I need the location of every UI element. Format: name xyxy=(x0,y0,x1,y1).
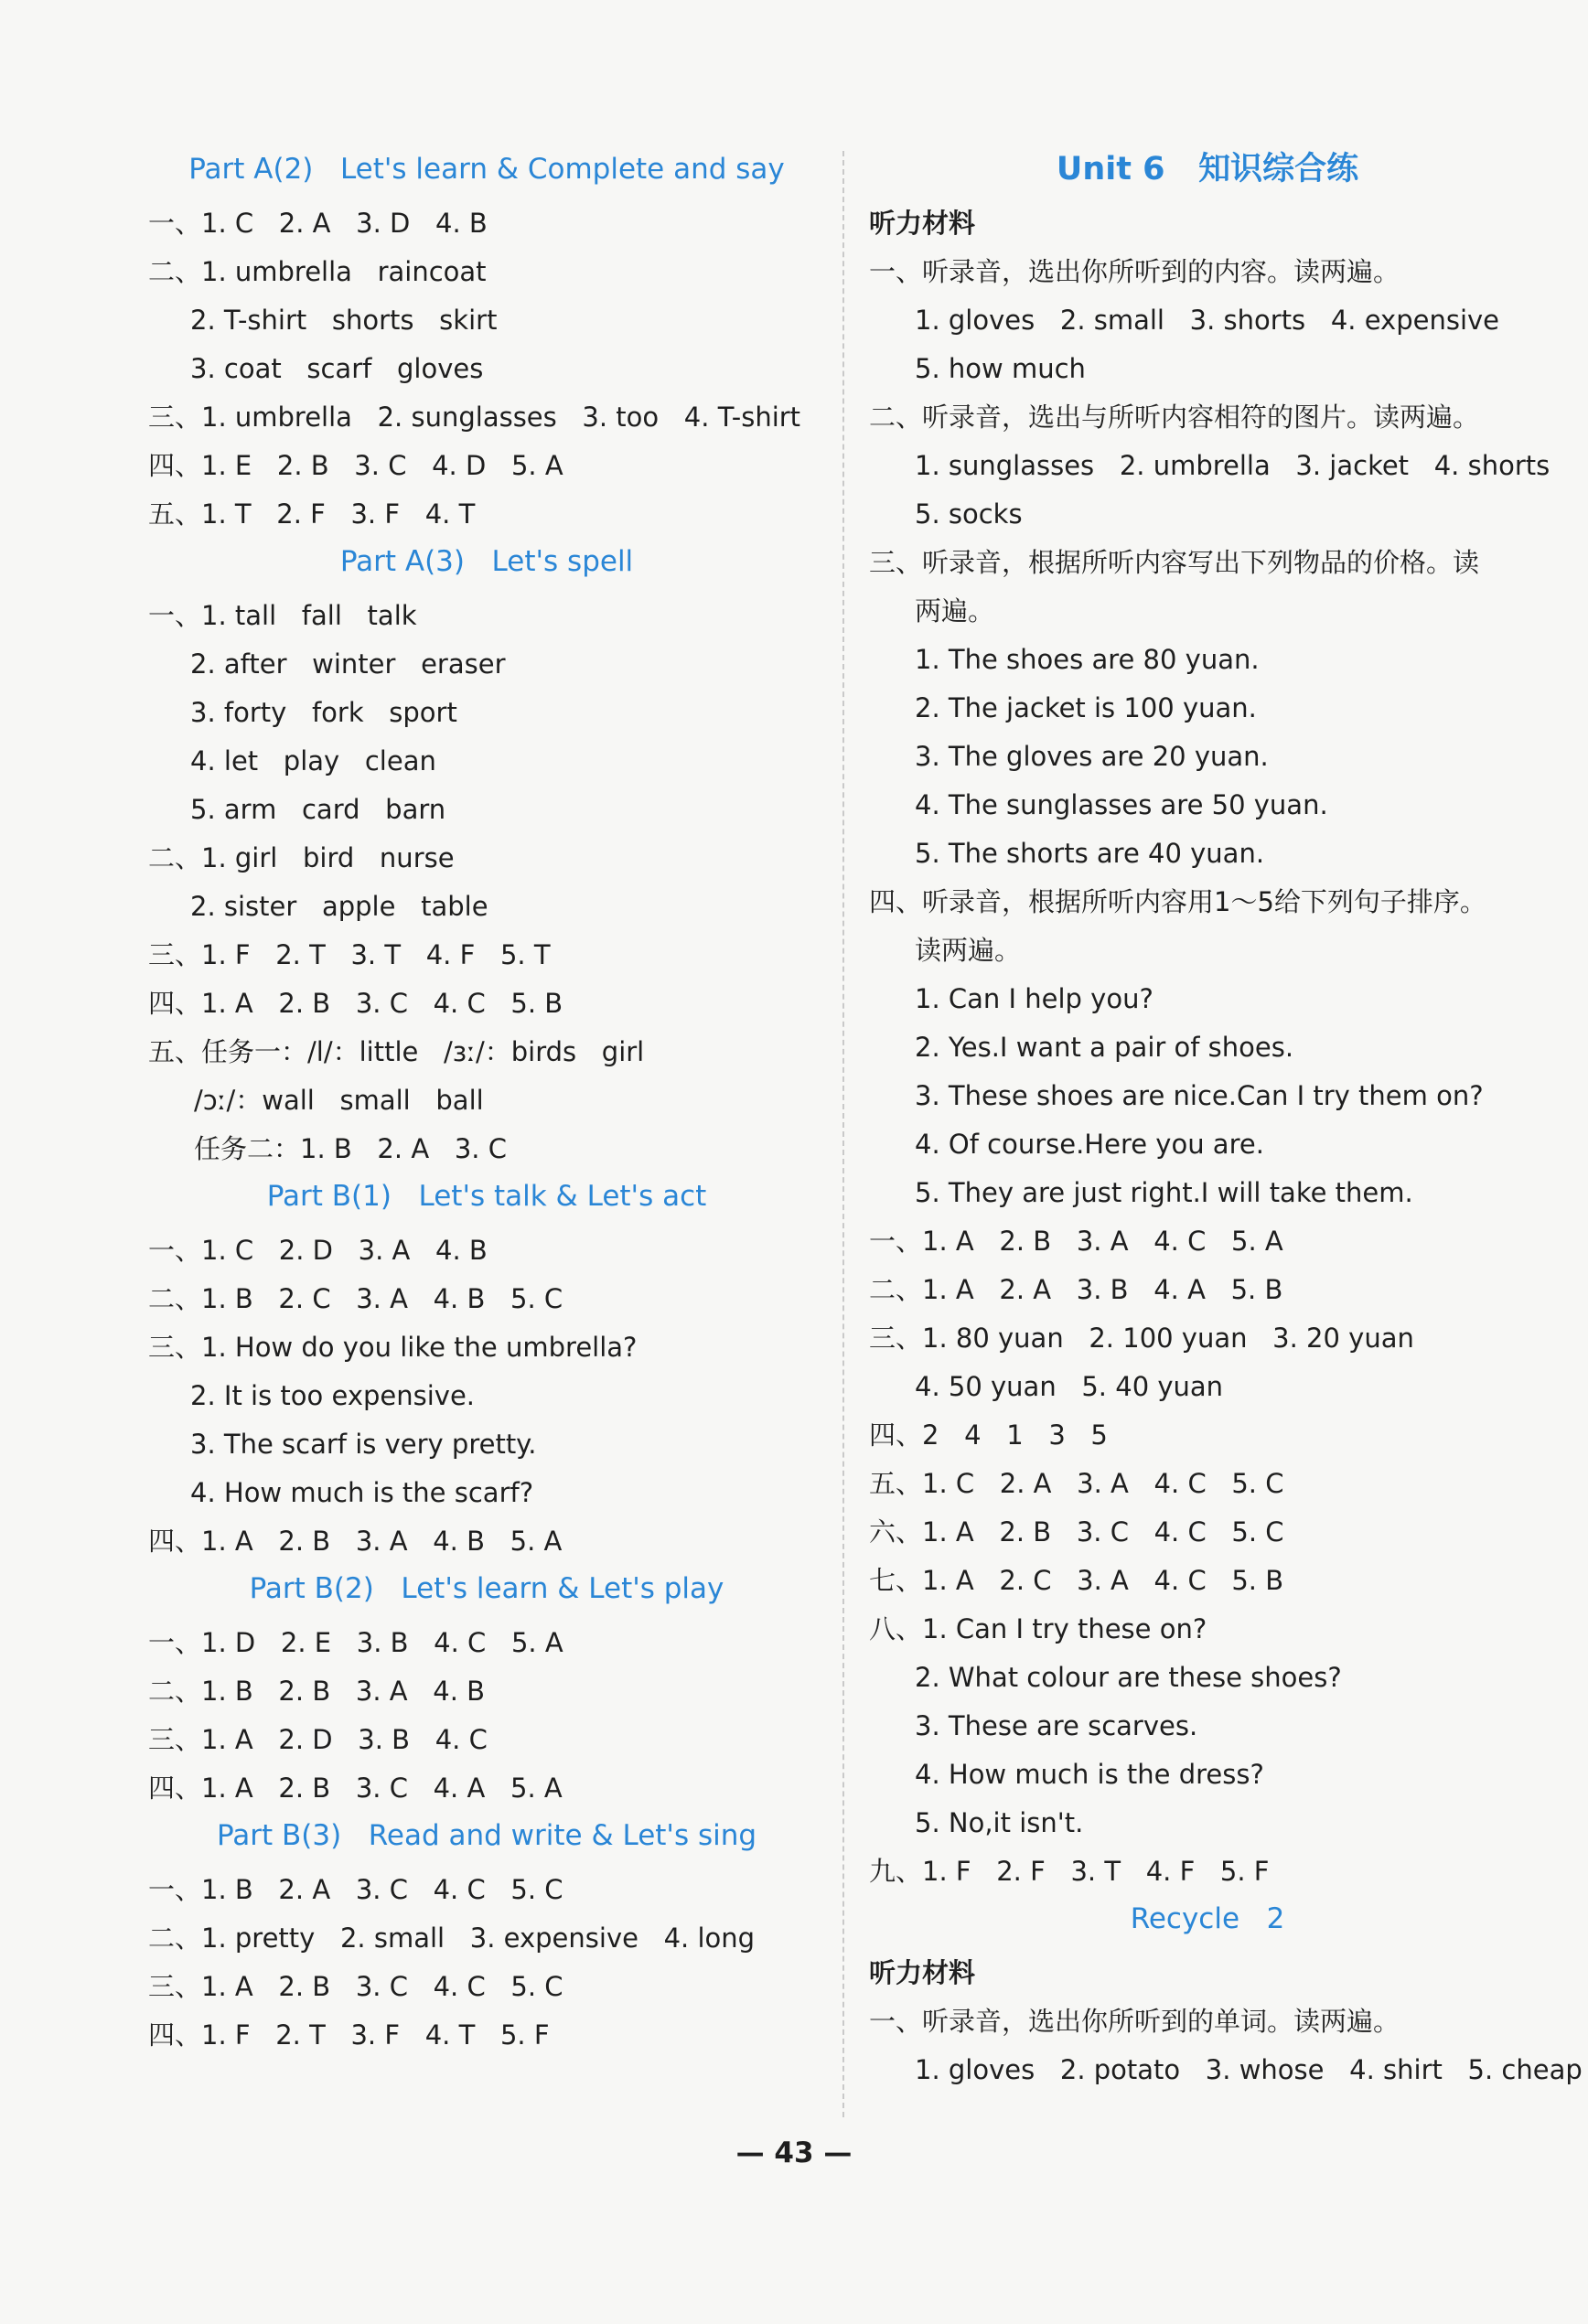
section-heading: Recycle 2 xyxy=(1130,1902,1285,1935)
section-heading: Part B(1) Let's talk & Let's act xyxy=(266,1180,707,1213)
answer-line: 二、1. A 2. A 3. B 4. A 5. B xyxy=(869,1274,1283,1305)
answer-line: 五、任务一：/l/：little /ɜː/：birds girl xyxy=(148,1036,645,1067)
answer-line: 二、1. girl bird nurse xyxy=(148,842,455,873)
answer-line: 五、1. T 2. F 3. F 4. T xyxy=(148,498,476,530)
answer-line: 5. The shorts are 40 yuan. xyxy=(915,838,1265,869)
column-divider xyxy=(842,151,844,2117)
answer-line: 3. The scarf is very pretty. xyxy=(190,1429,537,1460)
answer-line: 5. No,it isn't. xyxy=(915,1807,1084,1838)
answer-line: 一、1. B 2. A 3. C 4. C 5. C xyxy=(148,1874,563,1905)
answer-line: 四、1. A 2. B 3. C 4. C 5. B xyxy=(148,988,563,1019)
answer-line: 四、1. A 2. B 3. A 4. B 5. A xyxy=(148,1526,563,1557)
answer-line: 4. How much is the scarf? xyxy=(190,1477,534,1508)
answer-line: 1. Can I help you? xyxy=(915,983,1153,1014)
answer-line: 四、1. A 2. B 3. C 4. A 5. A xyxy=(148,1772,563,1804)
answer-line: 二、1. umbrella raincoat xyxy=(148,256,487,287)
answer-line: 一、1. C 2. D 3. A 4. B xyxy=(148,1235,488,1266)
answer-line: 一、听录音，选出你所听到的单词。读两遍。 xyxy=(869,2006,1400,2037)
answer-line: 2. It is too expensive. xyxy=(190,1380,475,1411)
answer-line: 一、1. D 2. E 3. B 4. C 5. A xyxy=(148,1627,563,1658)
answer-line: 3. The gloves are 20 yuan. xyxy=(915,741,1269,772)
answer-line: 听力材料 xyxy=(869,1957,976,1988)
answer-line: 2. after winter eraser xyxy=(190,648,506,680)
answer-line: 四、1. F 2. T 3. F 4. T 5. F xyxy=(148,2019,550,2051)
answer-line: 六、1. A 2. B 3. C 4. C 5. C xyxy=(869,1516,1284,1548)
answer-line: 2. T-shirt shorts skirt xyxy=(190,305,498,336)
answer-line: 任务二：1. B 2. A 3. C xyxy=(194,1133,507,1164)
answer-line: 5. arm card barn xyxy=(190,794,446,825)
answer-line: 二、1. B 2. C 3. A 4. B 5. C xyxy=(148,1283,563,1314)
answer-line: 三、1. A 2. D 3. B 4. C xyxy=(148,1724,488,1755)
answer-line: 一、1. tall fall talk xyxy=(148,600,417,631)
page-number: — 43 — xyxy=(735,2137,853,2169)
answer-line: 二、1. pretty 2. small 3. expensive 4. long xyxy=(148,1922,756,1954)
answer-line: 三、1. A 2. B 3. C 4. C 5. C xyxy=(148,1971,563,2002)
answer-line: 一、听录音，选出你所听到的内容。读两遍。 xyxy=(869,256,1400,287)
answer-line: 三、1. F 2. T 3. T 4. F 5. T xyxy=(148,939,551,970)
answer-line: 4. Of course.Here you are. xyxy=(915,1129,1264,1160)
section-heading: Unit 6 知识综合练 xyxy=(1056,151,1359,187)
answer-line: 两遍。 xyxy=(915,595,995,627)
answer-line: 二、1. B 2. B 3. A 4. B xyxy=(148,1676,486,1707)
answer-line: 1. sunglasses 2. umbrella 3. jacket 4. shorts xyxy=(915,450,1550,481)
answer-line: 1. gloves 2. potato 3. whose 4. shirt 5. cheap xyxy=(915,2054,1583,2085)
section-heading: Part A(3) Let's spell xyxy=(339,545,634,578)
answer-line: 4. let play clean xyxy=(190,745,436,776)
answer-line: 4. The sunglasses are 50 yuan. xyxy=(915,789,1328,820)
answer-line: 1. The shoes are 80 yuan. xyxy=(915,644,1260,675)
answer-line: 3. These shoes are nice.Can I try them on? xyxy=(915,1080,1484,1111)
answer-line: 三、1. 80 yuan 2. 100 yuan 3. 20 yuan xyxy=(869,1323,1414,1354)
answer-line: 二、听录音，选出与所听内容相符的图片。读两遍。 xyxy=(869,402,1480,433)
answer-line: 三、1. How do you like the umbrella? xyxy=(148,1332,638,1363)
answer-line: 四、1. E 2. B 3. C 4. D 5. A xyxy=(148,450,563,481)
answer-line: 3. These are scarves. xyxy=(915,1710,1198,1741)
section-heading: Part B(3) Read and write & Let's sing xyxy=(216,1819,757,1852)
left-column xyxy=(148,146,825,2060)
answer-line: 2. What colour are these shoes? xyxy=(915,1662,1342,1693)
answer-line: 5. how much xyxy=(915,353,1086,384)
answer-line: 听力材料 xyxy=(869,208,976,239)
answer-line: 四、2 4 1 3 5 xyxy=(869,1419,1108,1451)
answer-line: 三、听录音，根据所听内容写出下列物品的价格。读 xyxy=(869,547,1480,578)
right-column xyxy=(869,146,1583,2094)
answer-line: 4. 50 yuan 5. 40 yuan xyxy=(915,1371,1224,1402)
answer-line: 三、1. umbrella 2. sunglasses 3. too 4. T-shirt xyxy=(148,402,801,433)
answer-line: 3. coat scarf gloves xyxy=(190,353,484,384)
answer-line: 四、听录音，根据所听内容用1～5给下列句子排序。 xyxy=(869,886,1486,917)
answer-line: 4. How much is the dress? xyxy=(915,1759,1264,1790)
answer-line: 2. sister apple table xyxy=(190,891,488,922)
answer-line: 3. forty fork sport xyxy=(190,697,457,728)
section-heading: Part A(2) Let's learn & Complete and say xyxy=(188,153,785,186)
answer-line: 读两遍。 xyxy=(915,935,1022,966)
answer-line: 九、1. F 2. F 3. T 4. F 5. F xyxy=(869,1856,1270,1887)
answer-line: 5. They are just right.I will take them. xyxy=(915,1177,1413,1208)
answer-line: 七、1. A 2. C 3. A 4. C 5. B xyxy=(869,1565,1284,1596)
answer-line: 八、1. Can I try these on? xyxy=(869,1613,1207,1644)
answer-line: 一、1. A 2. B 3. A 4. C 5. A xyxy=(869,1226,1283,1257)
answer-line: 五、1. C 2. A 3. A 4. C 5. C xyxy=(869,1468,1284,1499)
section-heading: Part B(2) Let's learn & Let's play xyxy=(249,1572,724,1605)
answer-line: 一、1. C 2. A 3. D 4. B xyxy=(148,208,488,239)
answer-line: 5. socks xyxy=(915,498,1023,530)
answer-line: 2. The jacket is 100 yuan. xyxy=(915,692,1257,723)
answer-line: /ɔː/：wall small ball xyxy=(194,1085,484,1116)
answer-line: 2. Yes.I want a pair of shoes. xyxy=(915,1032,1294,1063)
answer-line: 1. gloves 2. small 3. shorts 4. expensive xyxy=(915,305,1500,336)
